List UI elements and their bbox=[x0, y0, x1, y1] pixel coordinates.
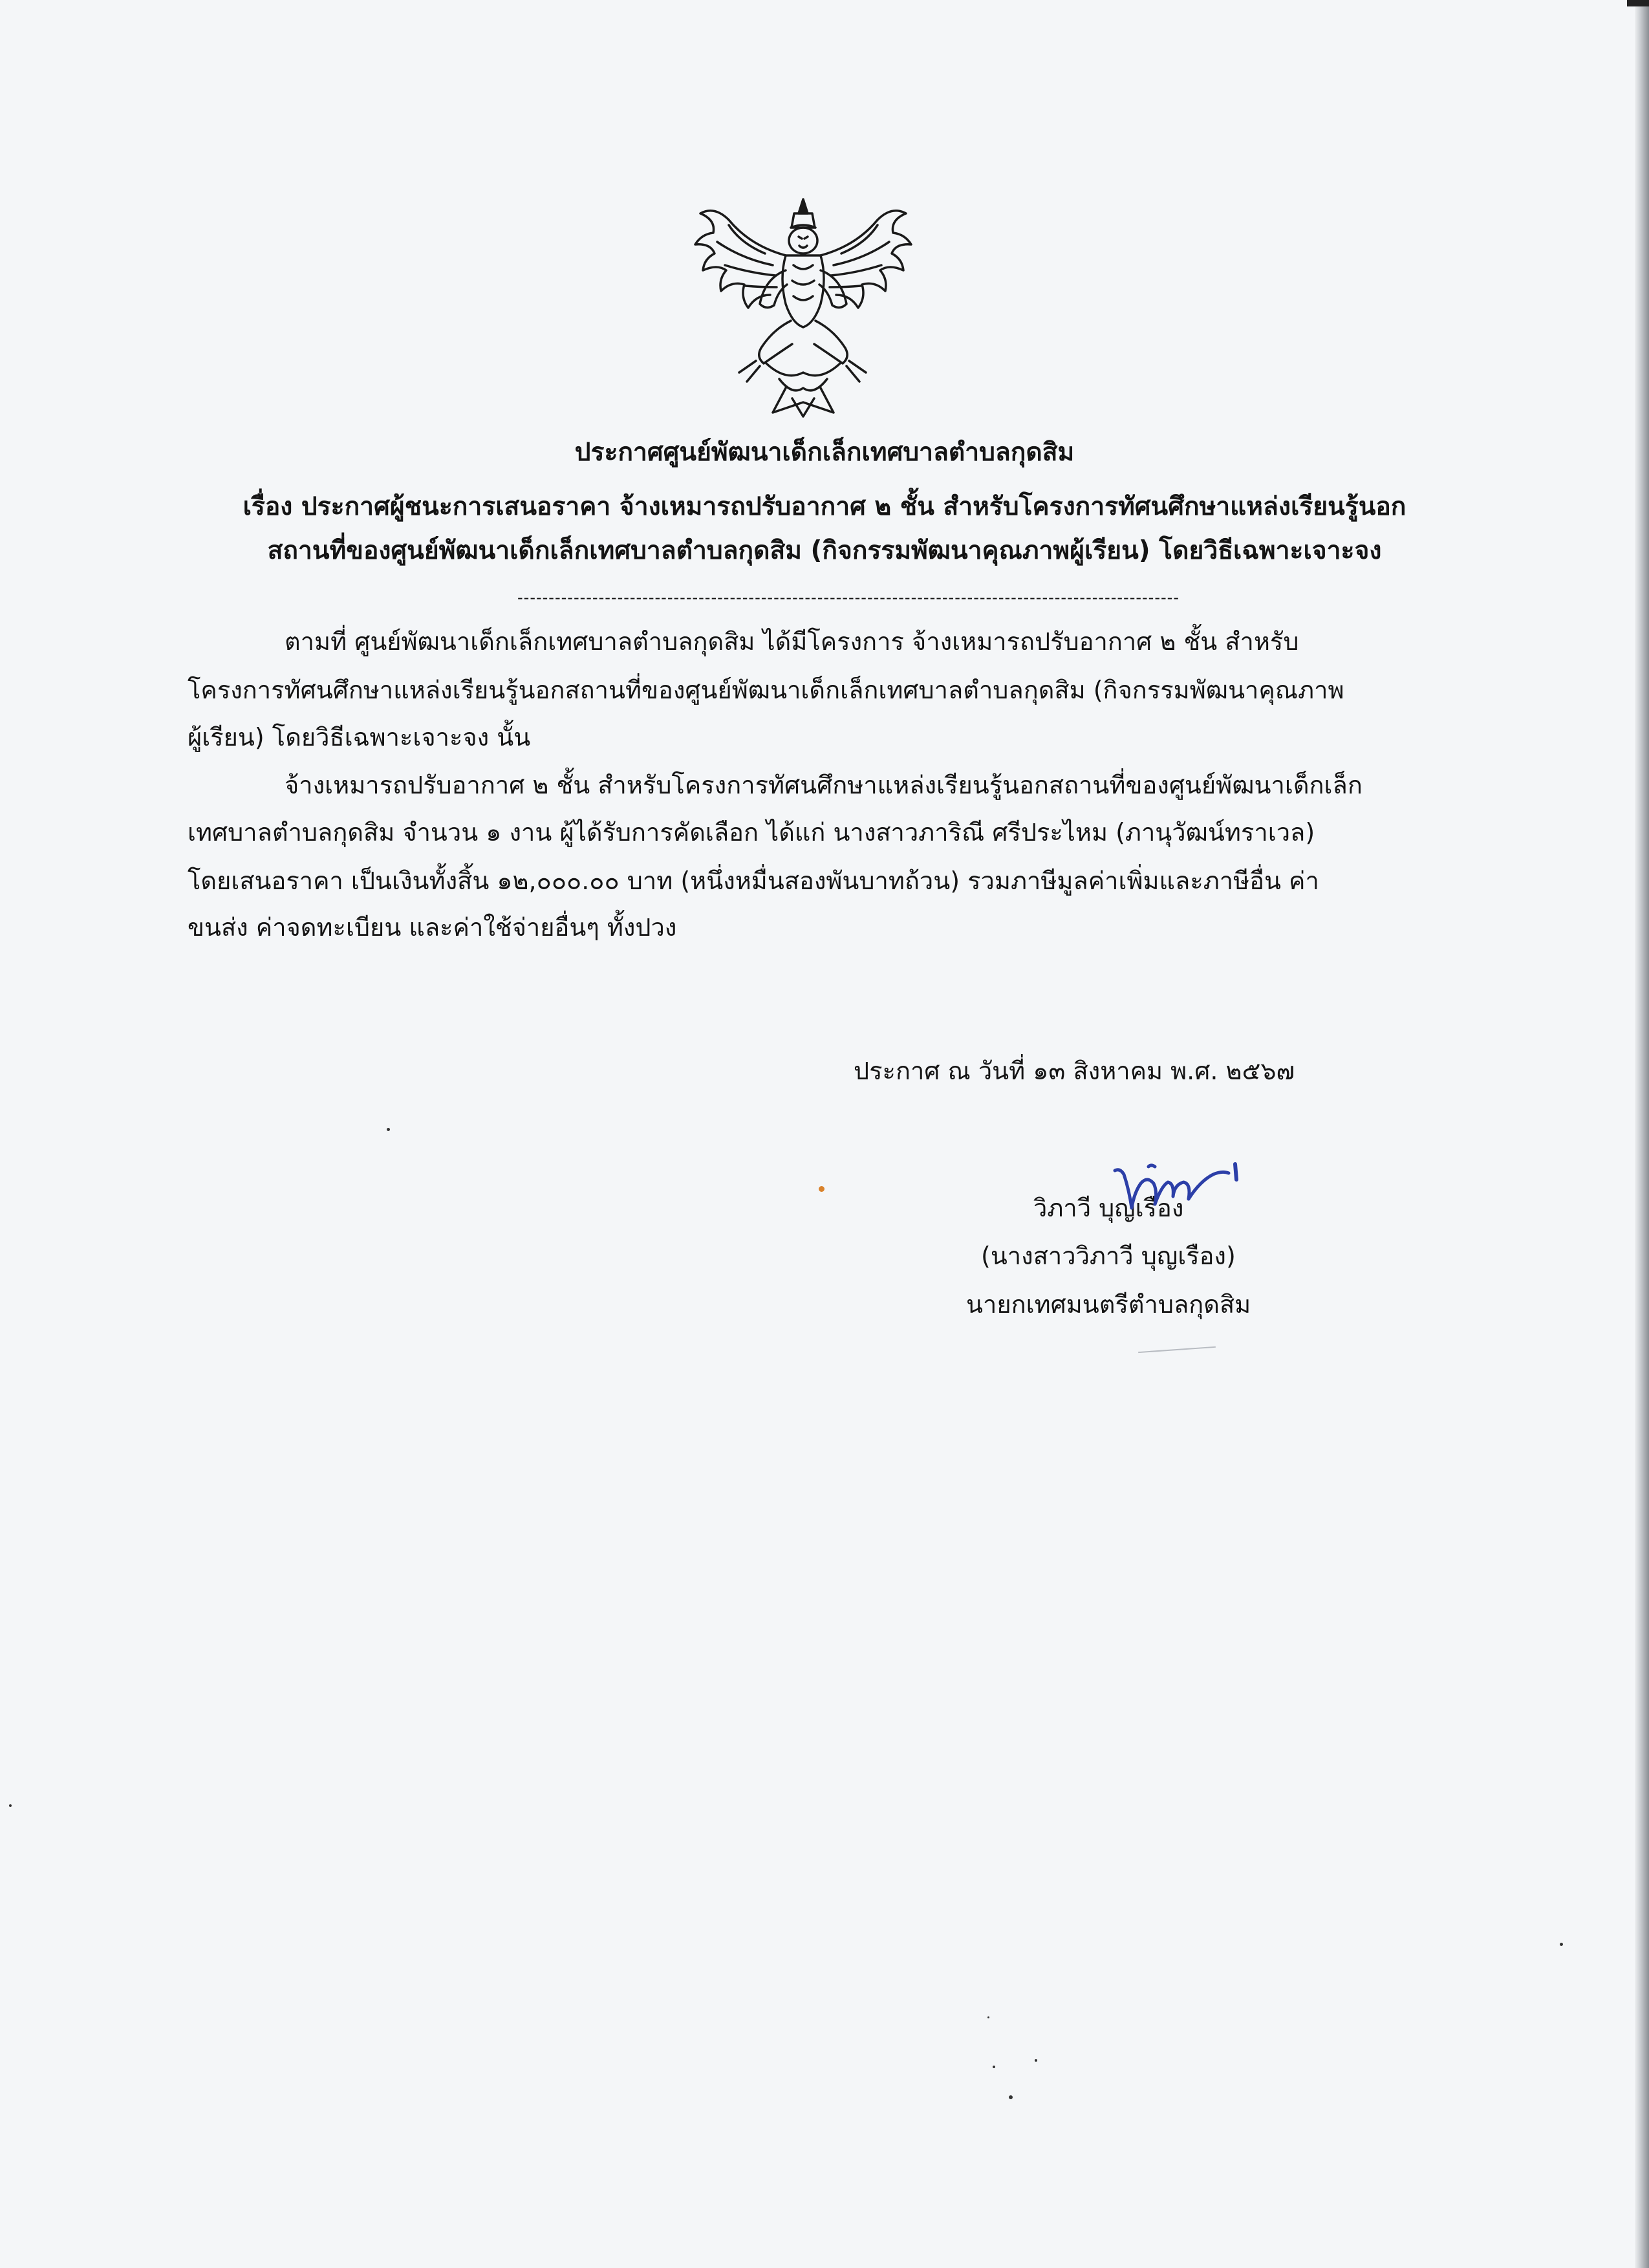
garuda-emblem-icon bbox=[689, 194, 918, 420]
paper-speck bbox=[1560, 1943, 1563, 1946]
paper-speck bbox=[9, 1804, 12, 1807]
body-text-line: ขนส่ง ค่าจดทะเบียน และค่าใช้จ่ายอื่นๆ ทั้งปวง bbox=[188, 913, 677, 942]
body-text-line: จ้างเหมารถปรับอากาศ ๒ ชั้น สำหรับโครงการทัศนศึกษาแหล่งเรียนรู้นอกสถานที่ของศูนย์พัฒนาเด็กเล็ก bbox=[285, 771, 1363, 799]
signatory-full-name: (นางสาววิภาวี บุญเรือง) bbox=[981, 1242, 1236, 1270]
signature-printed-name: วิภาวี บุญเรือง bbox=[1033, 1194, 1184, 1222]
paper-speck bbox=[987, 2016, 989, 2018]
scan-edge-mark bbox=[1627, 0, 1649, 6]
announcement-date: ประกาศ ณ วันที่ ๑๓ สิงหาคม พ.ศ. ๒๕๖๗ bbox=[854, 1057, 1295, 1085]
paper-mark bbox=[819, 1186, 824, 1192]
subject-line-1: เรื่อง ประกาศผู้ชนะการเสนอราคา จ้างเหมารถปรับอากาศ ๒ ชั้น สำหรับโครงการทัศนศึกษาแหล่งเรียนรู้นอก bbox=[242, 492, 1406, 521]
body-text-line: เทศบาลตำบลกุดสิม จำนวน ๑ งาน ผู้ได้รับการคัดเลือก ได้แก่ นางสาวภาริณี ศรีประไหม (ภานุวัฒน์ทราเวล) bbox=[188, 818, 1315, 847]
body-text-line: ตามที่ ศูนย์พัฒนาเด็กเล็กเทศบาลตำบลกุดสิม ได้มีโครงการ จ้างเหมารถปรับอากาศ ๒ ชั้น สำหรับ bbox=[285, 627, 1299, 656]
handwritten-signature bbox=[1086, 1145, 1261, 1235]
announcement-title: ประกาศศูนย์พัฒนาเด็กเล็กเทศบาลตำบลกุดสิม bbox=[574, 438, 1075, 467]
paper-speck bbox=[1035, 2059, 1037, 2062]
body-text-line: ผู้เรียน) โดยวิธีเฉพาะเจาะจง นั้น bbox=[188, 723, 531, 751]
separator-line: ---------------------------------------------------------------------------------------------------------- bbox=[517, 589, 1180, 607]
subject-line-2: สถานที่ของศูนย์พัฒนาเด็กเล็กเทศบาลตำบลกุดสิม (กิจกรรมพัฒนาคุณภาพผู้เรียน) โดยวิธีเฉพาะเจาะจง bbox=[267, 536, 1382, 565]
paper-speck bbox=[387, 1128, 390, 1131]
body-text-line: โดยเสนอราคา เป็นเงินทั้งสิ้น ๑๒,๐๐๐.๐๐ บาท (หนึ่งหมื่นสองพันบาทถ้วน) รวมภาษีมูลค่าเพิ่มและภาษีอื่น ค่า bbox=[188, 867, 1319, 895]
scan-edge bbox=[1635, 0, 1649, 2268]
body-text-line: โครงการทัศนศึกษาแหล่งเรียนรู้นอกสถานที่ของศูนย์พัฒนาเด็กเล็กเทศบาลตำบลกุดสิม (กิจกรรมพัฒนาคุณภาพ bbox=[188, 676, 1344, 704]
paper-speck bbox=[993, 2066, 995, 2068]
paper-mark bbox=[1138, 1346, 1216, 1353]
signatory-position: นายกเทศมนตรีตำบลกุดสิม bbox=[966, 1290, 1251, 1319]
paper-speck bbox=[1009, 2095, 1013, 2099]
